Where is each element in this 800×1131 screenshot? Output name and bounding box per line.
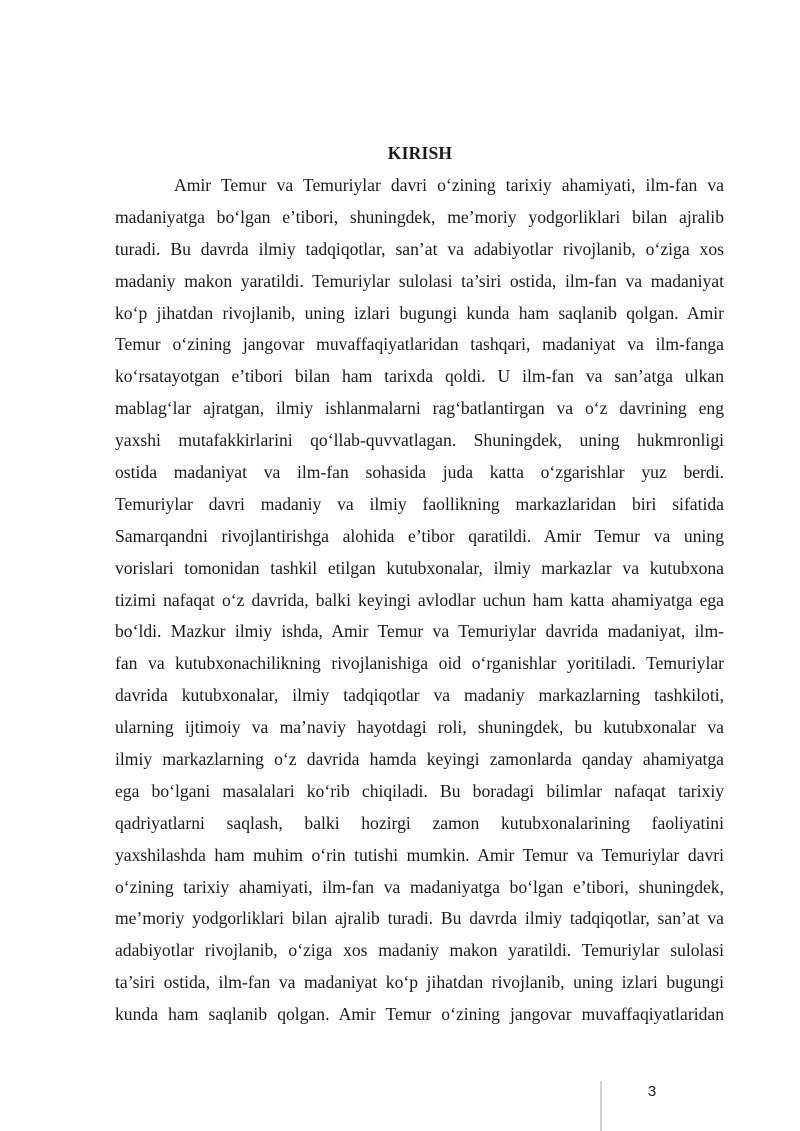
- text-line: Temuriylar davri madaniy va ilmiy faollikning markazlaridan biri sifatida: [115, 493, 724, 514]
- text-line: tizimi nafaqat o‘z davrida, balki keyingi avlodlar uchun ham katta ahamiyatga ega: [115, 589, 724, 610]
- text-line: ega bo‘lgani masalalari ko‘rib chiqiladi. Bu boradagi bilimlar nafaqat tarixiy: [115, 780, 724, 801]
- text-line: madaniyatga bo‘lgan e’tibori, shuningdek, me’moriy yodgorliklari bilan ajralib: [115, 206, 724, 227]
- text-line: ilmiy markazlarning o‘z davrida hamda keyingi zamonlarda qanday ahamiyatga: [115, 749, 724, 770]
- body-paragraph: [115, 175, 724, 1036]
- section-heading: KIRISH: [387, 143, 453, 163]
- footer-divider: [600, 1081, 602, 1131]
- text-line: adabiyotlar rivojlanib, o‘ziga xos madaniy makon yaratildi. Temuriylar sulolasi: [115, 940, 724, 961]
- text-line: qadriyatlarni saqlash, balki hozirgi zamon kutubxonalarining faoliyatini: [115, 812, 724, 833]
- page-number: 3: [647, 1083, 657, 1100]
- text-line: fan va kutubxonachilikning rivojlanishiga oid o‘rganishlar yoritiladi. Temuriylar: [115, 653, 724, 674]
- text-line: ularning ijtimoiy va ma’naviy hayotdagi roli, shuningdek, bu kutubxonalar va: [115, 717, 724, 738]
- text-line: vorislari tomonidan tashkil etilgan kutubxonalar, ilmiy markazlar va kutubxona: [115, 557, 724, 578]
- text-line: turadi. Bu davrda ilmiy tadqiqotlar, san’at va adabiyotlar rivojlanib, o‘ziga xos: [115, 238, 724, 259]
- text-line: davrida kutubxonalar, ilmiy tadqiqotlar va madaniy markazlarning tashkiloti,: [115, 685, 724, 706]
- text-line: mablag‘lar ajratgan, ilmiy ishlanmalarni rag‘batlantirgan va o‘z davrining eng: [115, 398, 724, 419]
- text-line: madaniy makon yaratildi. Temuriylar sulolasi ta’siri ostida, ilm-fan va madaniyat: [115, 270, 724, 291]
- text-line: me’moriy yodgorliklari bilan ajralib turadi. Bu davrda ilmiy tadqiqotlar, san’at va: [115, 908, 724, 929]
- text-line: ta’siri ostida, ilm-fan va madaniyat ko‘p jihatdan rivojlanib, uning izlari bugungi: [115, 972, 724, 993]
- text-line: ko‘rsatayotgan e’tibori bilan ham tarixda qoldi. U ilm-fan va san’atga ulkan: [115, 366, 724, 387]
- text-line: ko‘p jihatdan rivojlanib, uning izlari bugungi kunda ham saqlanib qolgan. Amir: [115, 302, 724, 323]
- text-line: yaxshilashda ham muhim o‘rin tutishi mumkin. Amir Temur va Temuriylar davri: [115, 844, 724, 865]
- text-line: Amir Temur va Temuriylar davri o‘zining tarixiy ahamiyati, ilm-fan va: [174, 175, 724, 195]
- text-line: bo‘ldi. Mazkur ilmiy ishda, Amir Temur va Temuriylar davrida madaniyat, ilm-: [115, 621, 724, 642]
- text-line: Samarqandni rivojlantirishga alohida e’tibor qaratildi. Amir Temur va uning: [115, 525, 724, 546]
- text-line: o‘zining tarixiy ahamiyati, ilm-fan va madaniyatga bo‘lgan e’tibori, shuningdek,: [115, 876, 724, 897]
- text-line: Temur o‘zining jangovar muvaffaqiyatlaridan tashqari, madaniyat va ilm-fanga: [115, 334, 724, 355]
- text-line: yaxshi mutafakkirlarini qo‘llab-quvvatlagan. Shuningdek, uning hukmronligi: [115, 430, 724, 451]
- text-line: ostida madaniyat va ilm-fan sohasida juda katta o‘zgarishlar yuz berdi.: [115, 462, 724, 483]
- text-line: kunda ham saqlanib qolgan. Amir Temur o‘zining jangovar muvaffaqiyatlaridan: [115, 1004, 724, 1025]
